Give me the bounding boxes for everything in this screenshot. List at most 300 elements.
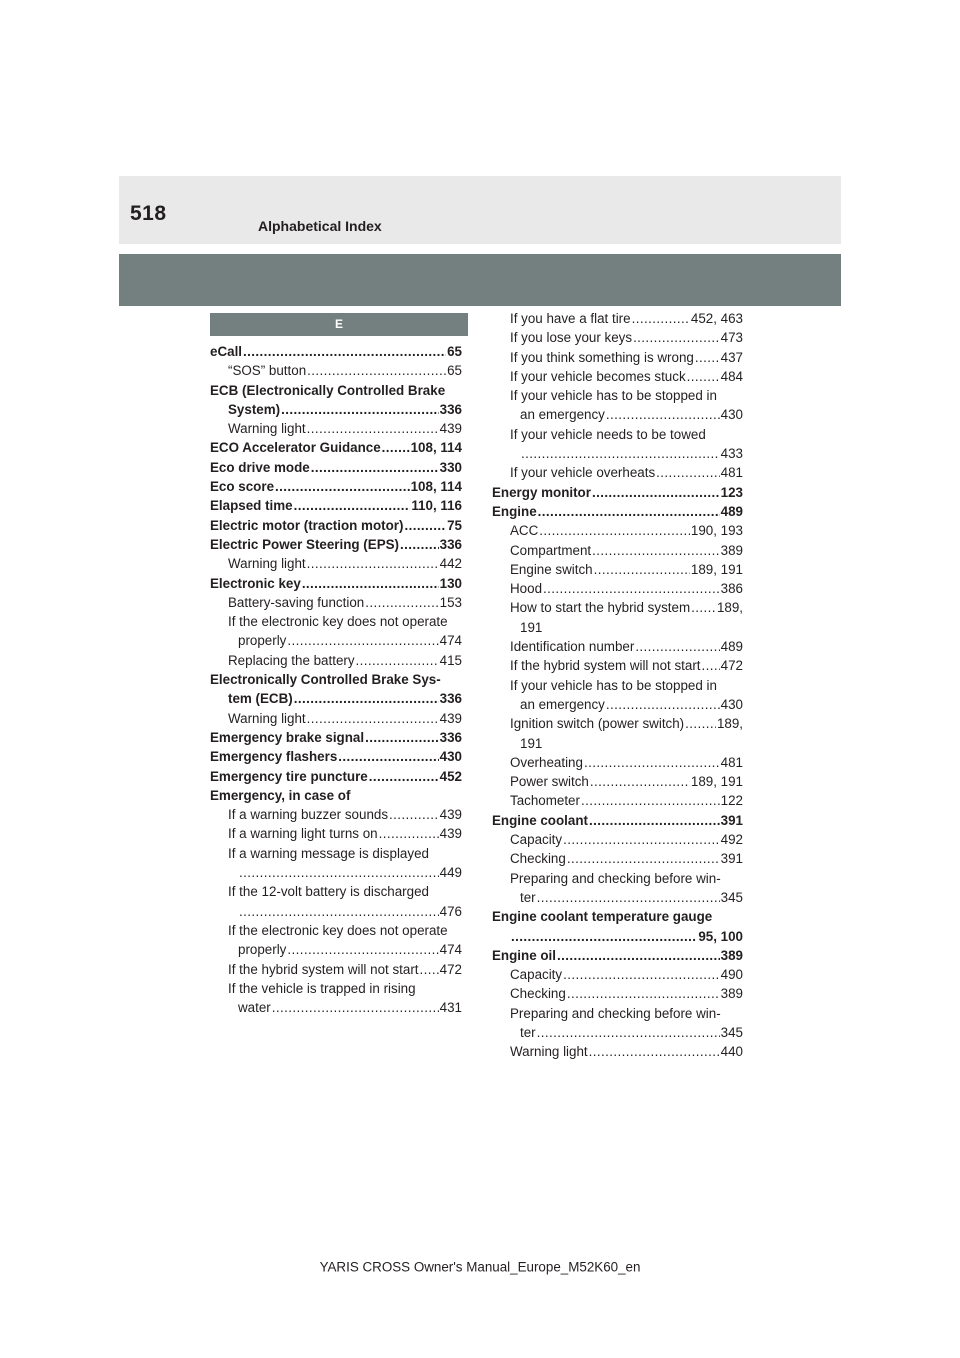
index-entry-line <box>510 695 743 714</box>
index-entry-line <box>210 689 462 708</box>
dot-leader <box>307 361 446 380</box>
dot-leader <box>695 348 720 367</box>
entry-term: Emergency brake signal <box>210 729 365 745</box>
dot-leader <box>567 849 720 868</box>
page-reference: 437 <box>720 349 743 365</box>
index-entry-line <box>510 734 743 753</box>
page-number: 518 <box>130 202 167 225</box>
index-subentry <box>210 593 462 612</box>
entry-term: Emergency tire puncture <box>210 768 368 784</box>
page-reference: 481 <box>720 754 743 770</box>
index-entry-line <box>492 946 743 965</box>
page-reference: 189, <box>716 600 743 616</box>
entry-term: If the electronic key does not operate <box>228 614 448 630</box>
dot-leader <box>539 521 690 540</box>
index-entry-line <box>510 309 743 328</box>
index-entry <box>210 516 462 535</box>
index-entry-line <box>210 496 462 515</box>
entry-term: Replacing the battery <box>228 652 355 668</box>
page-reference: 330 <box>439 459 462 475</box>
page-reference: 130 <box>439 575 462 591</box>
page-reference: 484 <box>720 368 743 384</box>
dot-leader <box>606 695 720 714</box>
dot-leader <box>543 579 720 598</box>
entry-term: Checking <box>510 986 566 1002</box>
entry-term: Capacity <box>510 967 563 983</box>
entry-term: Warning light <box>228 556 306 572</box>
page-reference: 123 <box>720 484 743 500</box>
page-reference: 439 <box>439 421 462 437</box>
entry-term: “SOS” button <box>228 363 307 379</box>
index-subentry <box>492 656 743 675</box>
entry-term: If the vehicle is trapped in rising <box>228 980 416 996</box>
index-entry <box>210 728 462 747</box>
dot-leader <box>287 940 438 959</box>
index-subentry <box>492 367 743 386</box>
index-entry <box>210 381 462 420</box>
index-entry <box>492 907 743 946</box>
page-reference: 336 <box>439 691 462 707</box>
entry-term: Preparing and checking before win- <box>510 870 721 886</box>
dot-leader <box>365 728 439 747</box>
index-entry-line <box>210 728 462 747</box>
page-reference: 489 <box>720 503 743 519</box>
index-subentry <box>492 830 743 849</box>
index-subentry <box>492 984 743 1003</box>
dot-leader <box>307 709 439 728</box>
entry-term: If your vehicle has to be stopped in <box>510 388 717 404</box>
entry-term: If the hybrid system will not start <box>510 658 701 674</box>
entry-term: Eco score <box>210 479 275 495</box>
page-reference: 189, 191 <box>690 774 743 790</box>
entry-term: If you have a flat tire <box>510 311 631 326</box>
dot-leader <box>311 458 439 477</box>
index-entry-line <box>210 747 462 766</box>
page-reference: 439 <box>439 807 462 823</box>
index-entry-line <box>510 405 743 424</box>
dot-leader <box>589 1042 720 1061</box>
dot-leader <box>592 541 720 560</box>
section-band <box>119 254 841 306</box>
index-subentry <box>492 772 743 791</box>
entry-term: ECO Accelerator Guidance <box>210 440 381 456</box>
index-entry-line <box>510 1023 743 1042</box>
dot-leader <box>633 328 720 347</box>
index-entry-line <box>228 998 462 1017</box>
page-reference: 110, 116 <box>411 498 462 514</box>
index-subentry <box>210 612 462 651</box>
index-entry-line <box>228 361 462 380</box>
entry-term: If you lose your keys <box>510 330 633 346</box>
entry-term: Emergency flashers <box>210 749 338 765</box>
entry-term: Hood <box>510 581 543 597</box>
dot-leader <box>691 598 716 617</box>
page-reference: 433 <box>720 446 743 462</box>
page-reference: 389 <box>720 986 743 1002</box>
index-subentry <box>210 921 462 960</box>
index-entry <box>492 811 743 830</box>
index-entry <box>210 786 462 805</box>
index-entry-line <box>510 637 743 656</box>
dot-leader <box>272 998 439 1017</box>
entry-term: If the electronic key does not operate <box>228 922 448 938</box>
index-entry <box>210 496 462 515</box>
entry-term: 191 <box>520 619 543 635</box>
index-entry-line <box>492 811 743 830</box>
index-entry <box>210 438 462 457</box>
index-entry-line <box>510 444 743 463</box>
index-subentry <box>210 361 462 380</box>
entry-term: Electronically Controlled Brake Sys- <box>210 672 441 688</box>
dot-leader <box>382 438 410 457</box>
dot-leader <box>294 496 411 515</box>
entry-term: If a warning light turns on <box>228 826 378 842</box>
index-entry <box>210 477 462 496</box>
index-entry-line <box>492 502 743 521</box>
entry-term: Ignition switch (power switch) <box>510 716 685 732</box>
index-entry <box>210 747 462 766</box>
index-subentry <box>210 844 462 883</box>
index-entry-line <box>228 612 462 631</box>
index-entry-line <box>510 560 743 579</box>
page-reference: 439 <box>439 826 462 842</box>
index-entry <box>492 483 743 502</box>
entry-term: ACC <box>510 523 539 539</box>
entry-term: System) <box>228 401 281 417</box>
index-entry <box>492 502 743 521</box>
entry-term: Battery-saving function <box>228 594 365 610</box>
index-subentry <box>492 714 743 753</box>
dot-leader <box>389 805 439 824</box>
page-reference: 122 <box>720 793 743 809</box>
index-entry-line <box>228 824 462 843</box>
index-entry-line <box>210 574 462 593</box>
entry-term: tem (ECB) <box>228 691 293 707</box>
index-subentry <box>210 651 462 670</box>
index-entry-line <box>510 1004 743 1023</box>
page-reference: 108, 114 <box>410 479 462 495</box>
index-entry-line <box>510 888 743 907</box>
index-entry-line <box>210 516 462 535</box>
entry-term: Warning light <box>228 710 306 726</box>
entry-term: properly <box>238 942 287 958</box>
dot-leader <box>589 811 720 830</box>
dot-leader <box>567 984 720 1003</box>
index-subentry <box>492 425 743 464</box>
index-column-left <box>210 342 462 1017</box>
index-subentry <box>492 309 743 328</box>
index-entry-line <box>210 477 462 496</box>
page-reference: 189, 191 <box>690 561 743 577</box>
index-entry-line <box>510 463 743 482</box>
dot-leader <box>581 791 720 810</box>
index-entry-line <box>510 830 743 849</box>
dot-leader <box>307 554 439 573</box>
index-entry-line <box>510 386 743 405</box>
index-letter-heading: E <box>210 313 468 336</box>
index-subentry <box>492 849 743 868</box>
index-entry-line <box>228 940 462 959</box>
dot-leader <box>369 767 439 786</box>
index-entry-line <box>510 579 743 598</box>
index-entry-line <box>210 458 462 477</box>
index-subentry <box>492 598 743 637</box>
dot-leader <box>606 405 720 424</box>
index-entry-line <box>510 965 743 984</box>
dot-leader <box>584 753 720 772</box>
index-entry-line <box>228 979 462 998</box>
page-reference: 389 <box>720 947 743 963</box>
dot-leader <box>275 477 410 496</box>
index-subentry <box>492 560 743 579</box>
index-entry-line <box>510 714 743 733</box>
page-reference: 75 <box>447 517 462 533</box>
entry-term: Checking <box>510 851 566 867</box>
entry-term: ter <box>520 889 536 905</box>
index-entry <box>210 670 462 709</box>
entry-term: If your vehicle overheats <box>510 465 656 481</box>
index-subentry <box>492 676 743 715</box>
index-entry-line <box>228 419 462 438</box>
entry-term: Engine oil <box>492 947 556 963</box>
dot-leader <box>420 960 439 979</box>
index-entry <box>210 342 462 361</box>
dot-leader <box>592 483 720 502</box>
page-reference: 449 <box>439 865 462 881</box>
entry-term: Energy monitor <box>492 484 591 500</box>
index-entry-line <box>510 618 743 637</box>
entry-term: Elapsed time <box>210 498 293 514</box>
header-band <box>119 176 841 244</box>
index-entry-line <box>510 425 743 444</box>
entry-term: Emergency, in case of <box>210 787 351 803</box>
dot-leader <box>338 747 438 766</box>
dot-leader <box>685 714 716 733</box>
index-subentry <box>492 791 743 810</box>
dot-leader <box>302 574 439 593</box>
index-subentry <box>210 824 462 843</box>
entry-term: If a warning buzzer sounds <box>228 807 389 823</box>
dot-leader <box>537 1023 720 1042</box>
dot-leader <box>702 656 720 675</box>
index-entry-line <box>510 541 743 560</box>
entry-term: 191 <box>520 735 543 751</box>
entry-term: If your vehicle needs to be towed <box>510 426 706 442</box>
index-subentry <box>492 637 743 656</box>
dot-leader <box>656 463 720 482</box>
index-column-right <box>492 309 743 1062</box>
index-entry-line <box>228 902 462 921</box>
index-entry-line <box>510 753 743 772</box>
dot-leader <box>281 400 439 419</box>
index-subentry <box>492 386 743 425</box>
page-reference: 415 <box>439 652 462 668</box>
page-reference: 336 <box>439 401 462 417</box>
index-entry-line <box>228 863 462 882</box>
index-entry <box>210 767 462 786</box>
page-reference: 452 <box>439 768 462 784</box>
entry-term: If you think something is wrong <box>510 349 694 365</box>
page-reference: 492 <box>720 832 743 848</box>
index-entry-line <box>228 921 462 940</box>
index-entry-line <box>510 676 743 695</box>
page-reference: 345 <box>720 889 743 905</box>
index-entry <box>492 946 743 965</box>
index-entry-line <box>492 927 743 946</box>
index-subentry <box>492 753 743 772</box>
dot-leader <box>356 651 439 670</box>
entry-term: Electric Power Steering (EPS) <box>210 536 400 552</box>
index-entry-line <box>510 849 743 868</box>
page-reference: 391 <box>720 851 743 867</box>
dot-leader <box>537 888 720 907</box>
index-subentry <box>492 521 743 540</box>
dot-leader <box>400 535 439 554</box>
page-reference: 452, 463 <box>690 311 743 326</box>
index-subentry <box>492 1042 743 1061</box>
page-reference: 336 <box>439 729 462 745</box>
index-entry-line <box>228 631 462 650</box>
entry-term: Compartment <box>510 542 592 558</box>
page-reference: 430 <box>720 696 743 712</box>
page-reference: 481 <box>720 465 743 481</box>
entry-term: Engine coolant <box>492 812 588 828</box>
dot-leader <box>239 863 439 882</box>
entry-term: If the hybrid system will not start <box>228 961 419 977</box>
index-entry-line <box>210 786 462 805</box>
entry-term: Engine switch <box>510 561 593 577</box>
index-entry-line <box>210 438 462 457</box>
index-entry-line <box>210 670 462 689</box>
dot-leader <box>239 902 439 921</box>
index-entry-line <box>492 483 743 502</box>
page-reference: 431 <box>439 1000 462 1016</box>
index-entry-line <box>210 400 462 419</box>
index-entry-line <box>228 554 462 573</box>
page-reference: 190, 193 <box>690 523 743 539</box>
page-reference: 95, 100 <box>698 928 743 944</box>
entry-term: Warning light <box>228 421 306 437</box>
page-reference: 345 <box>720 1024 743 1040</box>
page-reference: 389 <box>720 542 743 558</box>
page-reference: 490 <box>720 967 743 983</box>
index-entry-line <box>228 593 462 612</box>
page-reference: 474 <box>439 942 462 958</box>
index-entry-line <box>510 984 743 1003</box>
entry-term: Identification number <box>510 639 635 655</box>
page-reference: 430 <box>439 749 462 765</box>
index-subentry <box>492 965 743 984</box>
index-subentry <box>492 1004 743 1043</box>
entry-term: If the 12-volt battery is discharged <box>228 884 429 900</box>
dot-leader <box>590 772 690 791</box>
index-subentry <box>210 419 462 438</box>
entry-term: an emergency <box>520 407 605 423</box>
index-entry-line <box>210 535 462 554</box>
dot-leader <box>243 342 446 361</box>
dot-leader <box>511 927 697 946</box>
dot-leader <box>365 593 438 612</box>
dot-leader <box>635 637 719 656</box>
index-entry-line <box>510 869 743 888</box>
page-reference: 430 <box>720 407 743 423</box>
page-reference: 108, 114 <box>410 440 462 456</box>
index-subentry <box>210 554 462 573</box>
index-entry-line <box>510 367 743 386</box>
dot-leader <box>287 631 438 650</box>
entry-term: Overheating <box>510 754 583 770</box>
page-reference: 189, <box>716 716 743 732</box>
entry-term: ter <box>520 1024 536 1040</box>
dot-leader <box>563 965 720 984</box>
footer-manual-id: YARIS CROSS Owner's Manual_Europe_M52K60_en <box>319 1259 641 1275</box>
page-reference: 65 <box>447 363 462 379</box>
index-entry-line <box>510 772 743 791</box>
page-reference: 472 <box>720 658 743 674</box>
page-reference: 489 <box>720 639 743 655</box>
page-reference: 472 <box>439 961 462 977</box>
page-reference: 386 <box>720 581 743 597</box>
entry-term: Eco drive mode <box>210 459 310 475</box>
page-reference: 439 <box>439 710 462 726</box>
index-subentry <box>210 709 462 728</box>
index-entry-line <box>228 805 462 824</box>
page-reference: 65 <box>447 344 462 359</box>
entry-term: Electronic key <box>210 575 301 591</box>
page-reference: 476 <box>439 903 462 919</box>
entry-term: Capacity <box>510 832 563 848</box>
entry-term: Tachometer <box>510 793 580 809</box>
index-entry-line <box>228 844 462 863</box>
page-reference: 440 <box>720 1044 743 1060</box>
page-reference: 473 <box>720 330 743 346</box>
index-subentry <box>492 348 743 367</box>
page-reference: 153 <box>439 594 462 610</box>
dot-leader <box>404 516 446 535</box>
index-entry <box>210 535 462 554</box>
index-subentry <box>492 869 743 908</box>
page-reference: 442 <box>439 556 462 572</box>
index-subentry <box>210 960 462 979</box>
dot-leader <box>632 309 690 328</box>
entry-term: an emergency <box>520 696 605 712</box>
index-entry-line <box>210 381 462 400</box>
entry-term: If a warning message is displayed <box>228 845 429 861</box>
index-entry-line <box>228 709 462 728</box>
index-entry-line <box>228 960 462 979</box>
index-entry-line <box>510 328 743 347</box>
index-entry-line <box>510 1042 743 1061</box>
dot-leader <box>538 502 720 521</box>
page-reference: 336 <box>439 536 462 552</box>
index-subentry <box>492 541 743 560</box>
index-subentry <box>492 463 743 482</box>
dot-leader <box>563 830 720 849</box>
index-subentry <box>492 328 743 347</box>
entry-term: If your vehicle has to be stopped in <box>510 677 717 693</box>
dot-leader <box>594 560 690 579</box>
entry-term: Warning light <box>510 1044 588 1060</box>
dot-leader <box>521 444 720 463</box>
entry-term: If your vehicle becomes stuck <box>510 368 686 384</box>
dot-leader <box>379 824 439 843</box>
index-entry-line <box>210 767 462 786</box>
index-entry-line <box>210 342 462 361</box>
index-subentry <box>210 805 462 824</box>
index-subentry <box>492 579 743 598</box>
entry-term: Preparing and checking before win- <box>510 1005 721 1021</box>
index-entry <box>210 574 462 593</box>
